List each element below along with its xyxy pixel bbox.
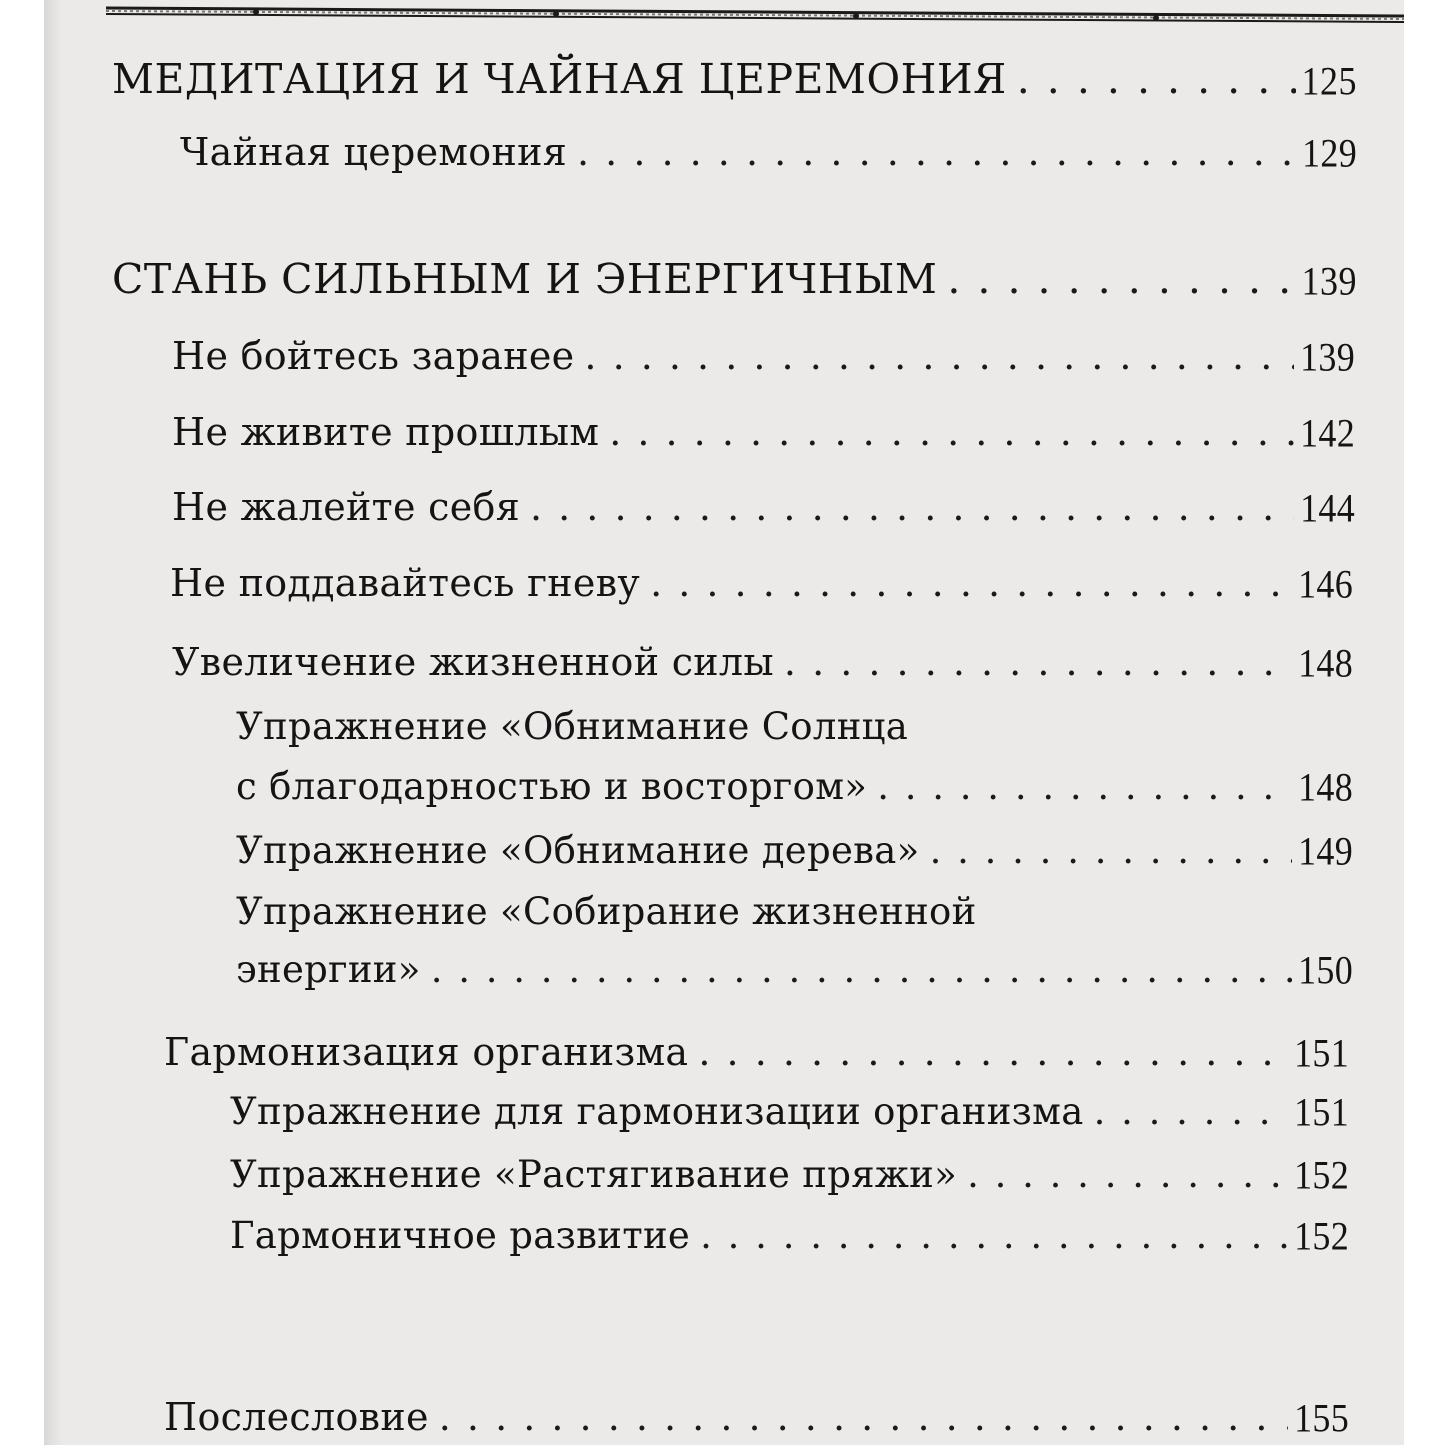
- toc-entry-title: Гармоничное развитие: [230, 1214, 691, 1257]
- toc-dot-leader: [439, 1395, 1288, 1439]
- toc-entry-title: Послесловие: [164, 1395, 429, 1439]
- toc-entry[interactable]: [170, 561, 1353, 605]
- toc-page-number: 139: [1300, 334, 1355, 380]
- toc-entry-title: Упражнение «Растягивание пряжи»: [230, 1153, 958, 1196]
- toc-entry[interactable]: [180, 130, 1357, 174]
- toc-dot-leader: [877, 765, 1292, 808]
- toc-page-number: 151: [1294, 1089, 1349, 1135]
- toc-entry[interactable]: [236, 765, 1353, 808]
- toc-entry[interactable]: [230, 1214, 1349, 1257]
- toc-page-number: 148: [1298, 764, 1353, 810]
- toc-dot-leader: [530, 485, 1294, 529]
- toc-page-number: 142: [1300, 410, 1355, 456]
- toc-entry[interactable]: [172, 334, 1355, 378]
- toc-dot-leader: [1017, 55, 1296, 103]
- toc-page-number: 152: [1294, 1213, 1349, 1259]
- toc-entry-title: Не бойтесь заранее: [172, 334, 575, 378]
- book-page: [44, 0, 1404, 1445]
- toc-dot-leader: [930, 829, 1293, 872]
- toc-page-number: 144: [1300, 485, 1355, 531]
- toc-page-number: 129: [1302, 130, 1357, 176]
- toc-dot-leader: [947, 255, 1295, 303]
- toc-entry[interactable]: [112, 255, 1357, 303]
- toc-dot-leader: [577, 130, 1296, 174]
- toc-page-number: 146: [1298, 561, 1353, 607]
- toc-entry-title: Не поддавайтесь гневу: [170, 561, 641, 605]
- toc-dot-leader: [431, 948, 1292, 991]
- toc-dot-leader: [700, 1214, 1288, 1257]
- toc-entry[interactable]: [236, 948, 1353, 991]
- toc-dot-leader: [967, 1153, 1288, 1196]
- toc-page-number: 139: [1301, 258, 1357, 304]
- toc-entry-title: Не живите прошлым: [172, 410, 600, 454]
- toc-page-number: 148: [1298, 640, 1353, 686]
- toc-entry-title: МЕДИТАЦИЯ И ЧАЙНАЯ ЦЕРЕМОНИЯ: [112, 55, 1007, 103]
- toc-dot-leader: [1094, 1090, 1289, 1133]
- toc-entry[interactable]: [172, 640, 1353, 684]
- toc-entry[interactable]: [112, 55, 1357, 103]
- toc-entry[interactable]: [164, 1030, 1349, 1074]
- toc-entry-title: Не жалейте себя: [172, 485, 520, 529]
- toc-entry[interactable]: [236, 829, 1353, 872]
- toc-entry-title-line1: Упражнение «Обнимание Солнца: [236, 705, 909, 748]
- toc-dot-leader: [584, 334, 1294, 378]
- toc-page-number: 151: [1294, 1030, 1349, 1076]
- toc-entry[interactable]: [172, 485, 1355, 529]
- toc-page-number: 155: [1294, 1395, 1349, 1441]
- toc-entry-title-line1: Упражнение «Собирание жизненной: [236, 890, 977, 933]
- toc-entry[interactable]: [230, 1090, 1349, 1133]
- table-of-contents: [44, 0, 1404, 1445]
- toc-entry-title: Гармонизация организма: [164, 1030, 689, 1074]
- toc-entry-title: Чайная церемония: [180, 130, 567, 174]
- toc-page-number: 152: [1294, 1152, 1349, 1198]
- toc-entry-title: с благодарностью и восторгом»: [236, 765, 868, 808]
- toc-entry[interactable]: [230, 1153, 1349, 1196]
- toc-entry-title: Упражнение для гармонизации организма: [230, 1090, 1084, 1133]
- toc-entry[interactable]: [164, 1395, 1349, 1439]
- toc-entry[interactable]: [172, 410, 1355, 454]
- toc-dot-leader: [650, 561, 1292, 605]
- toc-page-number: 150: [1298, 947, 1353, 993]
- toc-entry-title: Увеличение жизненной силы: [172, 640, 774, 684]
- toc-page-number: 125: [1301, 58, 1357, 104]
- toc-dot-leader: [609, 410, 1294, 454]
- toc-dot-leader: [698, 1030, 1288, 1074]
- toc-dot-leader: [784, 640, 1292, 684]
- toc-entry-title: энергии»: [236, 948, 421, 991]
- toc-page-number: 149: [1298, 828, 1353, 874]
- toc-entry-title: СТАНЬ СИЛЬНЫМ И ЭНЕРГИЧНЫМ: [112, 255, 938, 303]
- toc-entry-title: Упражнение «Обнимание дерева»: [236, 829, 920, 872]
